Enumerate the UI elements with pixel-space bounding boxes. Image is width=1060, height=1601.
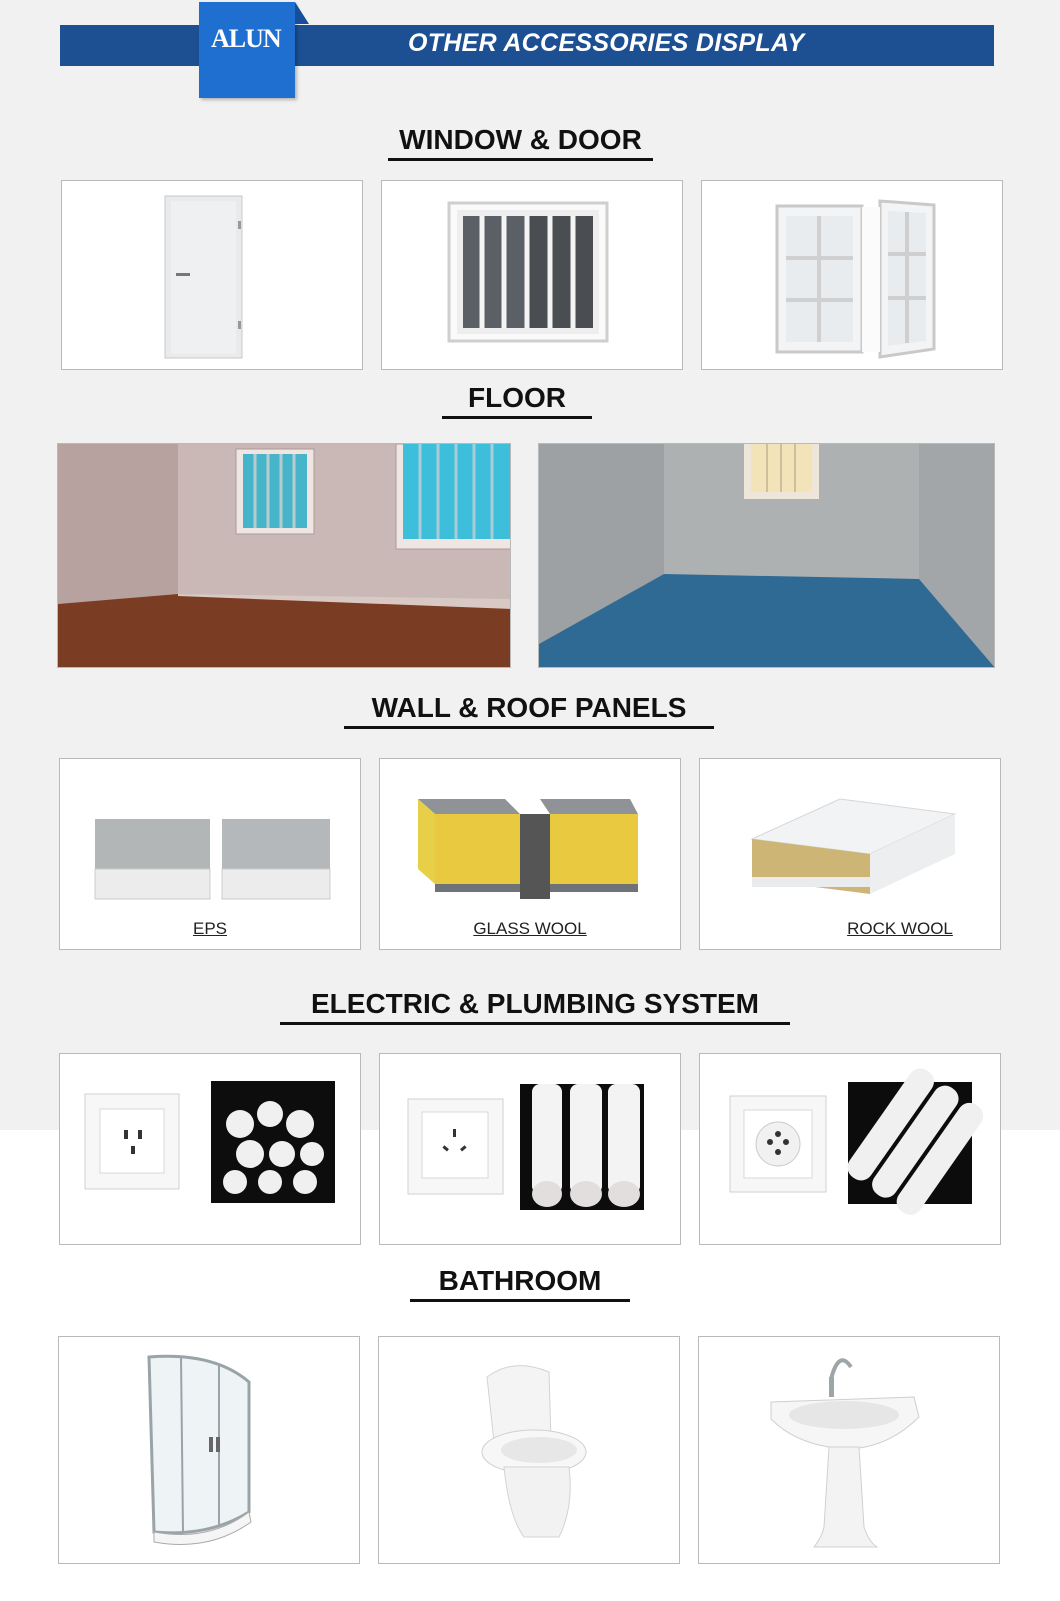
toilet-card xyxy=(378,1336,680,1564)
wood-floor-photo xyxy=(57,443,511,668)
banner-title: OTHER ACCESSORIES DISPLAY xyxy=(408,29,805,57)
eps-panel-image xyxy=(60,759,361,909)
panel-caption-rock-wool: ROCK WOOL xyxy=(847,919,953,938)
door-card xyxy=(61,180,363,370)
glass-wool-panel-image xyxy=(380,759,681,909)
section-title-panels: WALL & ROOF PANELS xyxy=(344,692,714,729)
section-title-electric: ELECTRIC & PLUMBING SYSTEM xyxy=(280,988,790,1025)
electric-card-3 xyxy=(699,1053,1001,1245)
eps-panel-card xyxy=(59,758,361,950)
rock-wool-panel-image xyxy=(700,759,1001,909)
toilet-image xyxy=(379,1337,680,1564)
socket-and-pipes-image xyxy=(380,1054,681,1245)
blue-floor-photo xyxy=(538,443,995,668)
socket-and-fittings-image xyxy=(60,1054,361,1245)
shower-enclosure-image xyxy=(59,1337,360,1564)
logo-text: ALUN xyxy=(211,24,281,53)
pedestal-sink-image xyxy=(699,1337,1000,1564)
wood-floor-image xyxy=(58,444,511,668)
shower-enclosure-card xyxy=(58,1336,360,1564)
pedestal-sink-card xyxy=(698,1336,1000,1564)
eu-socket-and-pipes-image xyxy=(700,1054,1001,1245)
electric-card-2 xyxy=(379,1053,681,1245)
brand-logo xyxy=(199,2,295,98)
panel-caption-eps: EPS xyxy=(192,919,228,938)
section-title-window-door: WINDOW & DOOR xyxy=(388,124,653,161)
electric-card-1 xyxy=(59,1053,361,1245)
casement-window-card xyxy=(701,180,1003,370)
door-image xyxy=(62,181,363,370)
sliding-window-image xyxy=(382,181,683,370)
blue-floor-image xyxy=(539,444,995,668)
panel-caption-glass-wool: GLASS WOOL xyxy=(473,919,587,938)
section-title-bathroom: BATHROOM xyxy=(410,1265,630,1302)
section-title-floor: FLOOR xyxy=(442,382,592,419)
rock-wool-panel-card xyxy=(699,758,1001,950)
glass-wool-panel-card xyxy=(379,758,681,950)
sliding-window-card xyxy=(381,180,683,370)
casement-window-image xyxy=(702,181,1003,370)
